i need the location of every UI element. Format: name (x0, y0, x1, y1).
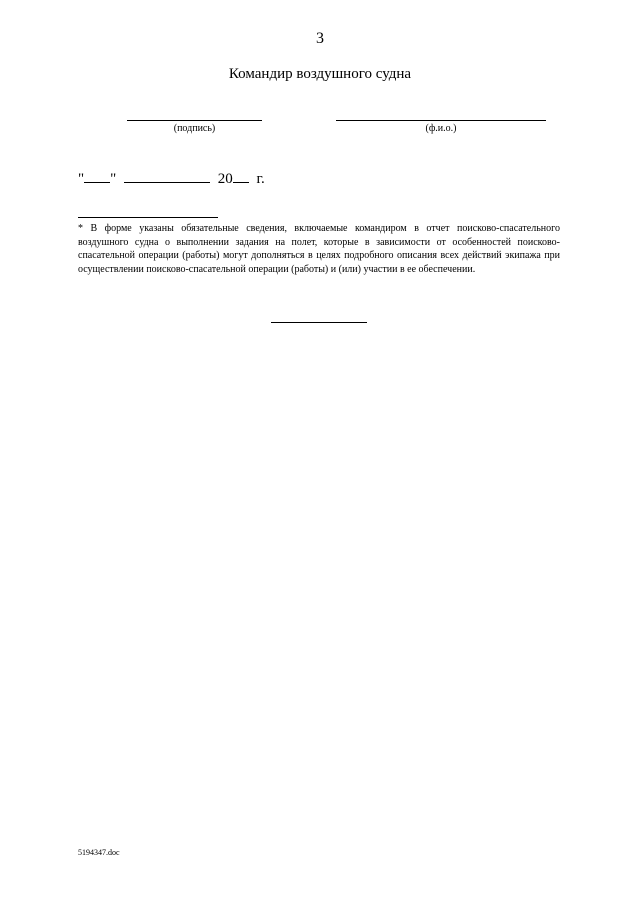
document-reference: 5194347.doc (78, 848, 120, 857)
footnote-text: * В форме указаны обязательные сведения, включаемые командиром в отчет поисково-спасательного воздушного судна о выполнении задания на полет, которые в зависимости от особенностей поисково-спасательной операции (работы) могут дополняться в целях подробного описания всех действий экипажа при осуществлении поисково-спасательной операции (работы) и (или) участии в ее обеспечении. (78, 223, 560, 275)
signature-line (127, 120, 262, 121)
end-divider (271, 322, 367, 323)
full-name-line (336, 120, 546, 121)
year-prefix: 20 (217, 171, 233, 187)
year-blank (233, 170, 249, 183)
date-close-quote: " (110, 171, 117, 187)
day-blank (84, 170, 110, 183)
date-line (78, 170, 265, 188)
page-number: 3 (316, 30, 324, 47)
month-blank (124, 170, 210, 183)
year-suffix: г. (256, 171, 265, 187)
date-open-quote: " (78, 171, 85, 187)
page-title: Командир воздушного судна (228, 66, 412, 82)
footnote-separator (78, 217, 218, 218)
signature-label: (подпись) (173, 123, 216, 134)
full-name-label: (ф.и.о.) (425, 123, 457, 134)
